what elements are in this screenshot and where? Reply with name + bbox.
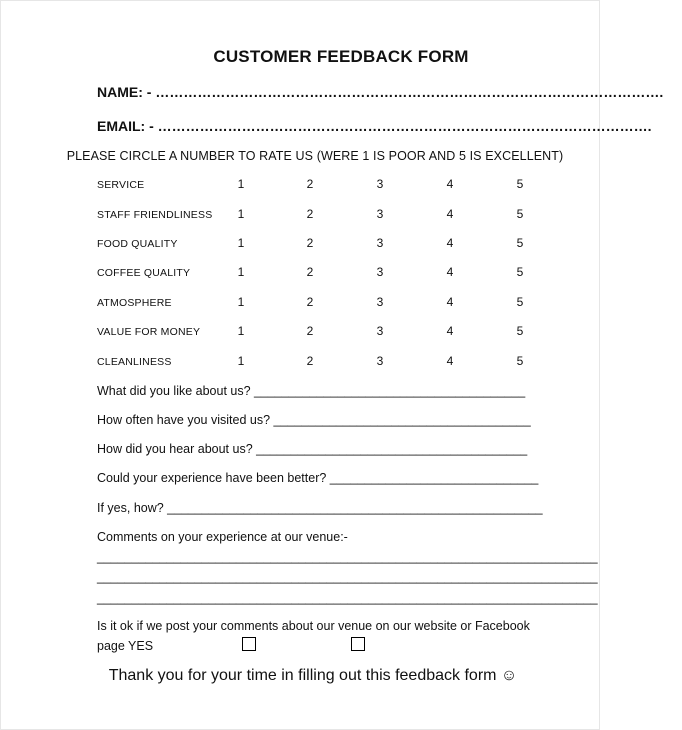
rating-option[interactable]: 1 [237, 236, 245, 250]
rating-option[interactable]: 2 [306, 177, 314, 191]
category-label: COFFEE QUALITY [97, 267, 191, 279]
consent-question: Is it ok if we post your comments about our venue on our website or Facebook [97, 619, 530, 633]
category-label: CLEANLINESS [97, 356, 172, 368]
rating-option[interactable]: 5 [516, 207, 524, 221]
comment-line[interactable]: ________________________________________________________________________ [97, 550, 598, 564]
rating-option[interactable]: 4 [446, 236, 454, 250]
rating-option[interactable]: 4 [446, 324, 454, 338]
rating-option[interactable]: 2 [306, 295, 314, 309]
rating-option[interactable]: 5 [516, 265, 524, 279]
rating-option[interactable]: 5 [516, 177, 524, 191]
rating-option[interactable]: 2 [306, 207, 314, 221]
rating-option[interactable]: 1 [237, 207, 245, 221]
rating-option[interactable]: 3 [376, 207, 384, 221]
rating-option[interactable]: 4 [446, 177, 454, 191]
rating-option[interactable]: 4 [446, 354, 454, 368]
rating-option[interactable]: 2 [306, 354, 314, 368]
comment-line[interactable]: ________________________________________________________________________ [97, 591, 598, 605]
rating-option[interactable]: 1 [237, 295, 245, 309]
rating-option[interactable]: 5 [516, 354, 524, 368]
rating-option[interactable]: 2 [306, 265, 314, 279]
rating-option[interactable]: 5 [516, 236, 524, 250]
consent-second-checkbox[interactable] [351, 637, 365, 651]
email-field[interactable]: EMAIL: - ……………………………………………………………………………………………. [97, 118, 652, 134]
rating-option[interactable]: 3 [376, 236, 384, 250]
category-label: SERVICE [97, 179, 145, 191]
rating-option[interactable]: 1 [237, 177, 245, 191]
rating-option[interactable]: 3 [376, 295, 384, 309]
category-label: ATMOSPHERE [97, 297, 172, 309]
comments-label: Comments on your experience at our venue:- [97, 530, 348, 544]
rating-option[interactable]: 4 [446, 295, 454, 309]
consent-yes-label: page YES [97, 639, 154, 653]
name-field[interactable]: NAME: - ………………………………………………………………………………………………. [97, 84, 664, 100]
rating-option[interactable]: 4 [446, 265, 454, 279]
category-label: FOOD QUALITY [97, 238, 178, 250]
category-label: VALUE FOR MONEY [97, 326, 201, 338]
rating-option[interactable]: 4 [446, 207, 454, 221]
comment-line[interactable]: ________________________________________________________________________ [97, 570, 598, 584]
question-if-yes-how[interactable]: If yes, how? ______________________________________________________ [97, 501, 543, 515]
rating-option[interactable]: 3 [376, 354, 384, 368]
rating-option[interactable]: 5 [516, 295, 524, 309]
question-how-heard[interactable]: How did you hear about us? _______________________________________ [97, 442, 528, 456]
rating-option[interactable]: 1 [237, 265, 245, 279]
consent-yes-checkbox[interactable] [242, 637, 256, 651]
question-experience-better[interactable]: Could your experience have been better? ______________________________ [97, 471, 539, 485]
question-visit-frequency[interactable]: How often have you visited us? _____________________________________ [97, 413, 531, 427]
category-label: STAFF FRIENDLINESS [97, 209, 213, 221]
question-like-about-us[interactable]: What did you like about us? _______________________________________ [97, 384, 526, 398]
rating-option[interactable]: 2 [306, 324, 314, 338]
rating-option[interactable]: 3 [376, 177, 384, 191]
rating-option[interactable]: 1 [237, 354, 245, 368]
rating-option[interactable]: 2 [306, 236, 314, 250]
rating-instructions: PLEASE CIRCLE A NUMBER TO RATE US (WERE 1 IS POOR AND 5 IS EXCELLENT) [66, 149, 564, 163]
thank-you-message: Thank you for your time in filling out this feedback form ☺ [108, 667, 518, 684]
rating-option[interactable]: 1 [237, 324, 245, 338]
form-title: CUSTOMER FEEDBACK FORM [213, 47, 469, 66]
rating-option[interactable]: 3 [376, 324, 384, 338]
rating-option[interactable]: 3 [376, 265, 384, 279]
rating-option[interactable]: 5 [516, 324, 524, 338]
